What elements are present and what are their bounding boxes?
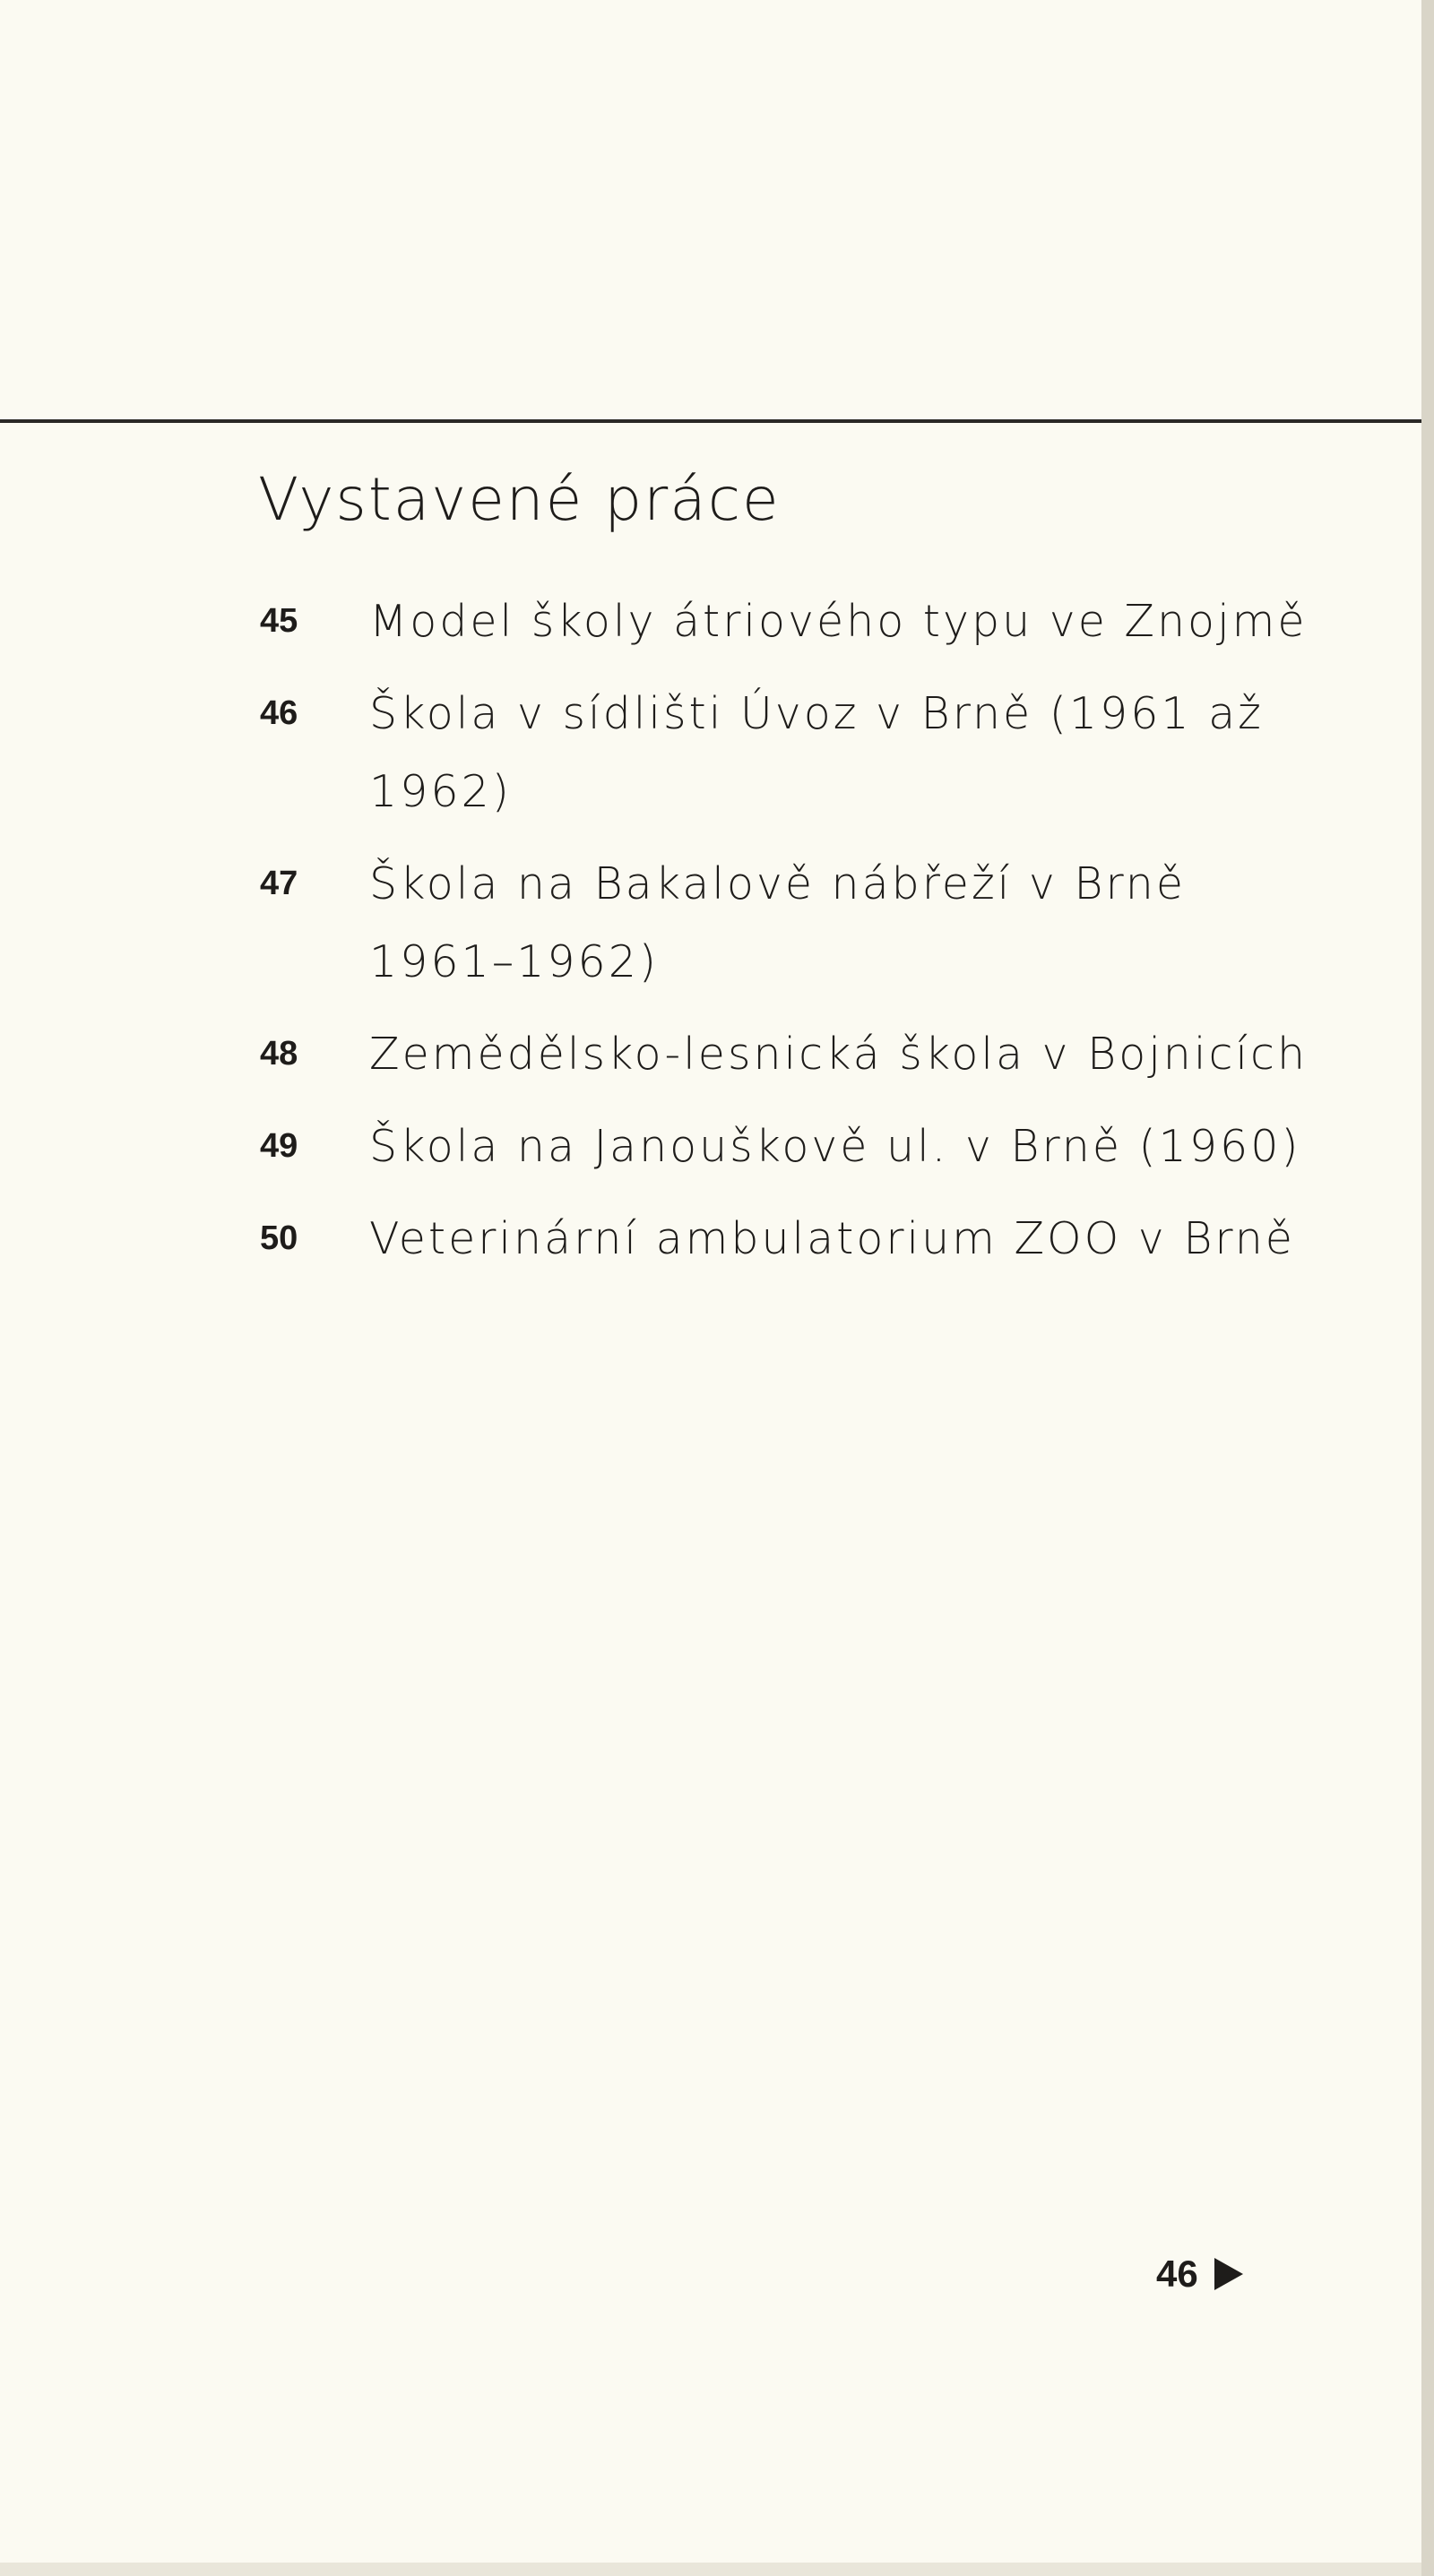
item-text: Veterinární ambulatorium ZOO v Brně: [369, 1213, 1295, 1264]
list-item: [260, 1015, 1335, 1093]
next-arrow-icon: [1214, 2258, 1243, 2290]
item-text: Model školy átriového typu ve Znojmě: [369, 596, 1308, 647]
page-edge: [1421, 0, 1434, 2576]
exhibited-works-list: [260, 582, 1335, 1278]
list-item: [260, 845, 1335, 1001]
list-item: [260, 675, 1335, 831]
item-text: Zemědělsko-lesnická škola v Bojnicích: [369, 1029, 1309, 1080]
item-number: 47: [260, 865, 298, 902]
item-number: 45: [260, 602, 298, 640]
item-number: 49: [260, 1127, 298, 1165]
item-number: 48: [260, 1035, 298, 1073]
item-number: 50: [260, 1219, 298, 1257]
page-title: Vystavené práce: [258, 465, 781, 534]
page-number-indicator: [1156, 2253, 1243, 2296]
list-item: [260, 1200, 1335, 1278]
item-text: Škola na Janouškově ul. v Brně (1960): [369, 1121, 1301, 1172]
list-item: [260, 582, 1335, 660]
top-rule: [0, 419, 1429, 423]
list-item: [260, 1107, 1335, 1185]
item-text: Škola na Bakalově nábřeží v Brně 1961–1962): [369, 858, 1187, 987]
page-number: 46: [1156, 2253, 1198, 2295]
item-text: Škola v sídlišti Úvoz v Brně (1961 až 1962): [369, 688, 1264, 817]
item-number: 46: [260, 694, 298, 732]
